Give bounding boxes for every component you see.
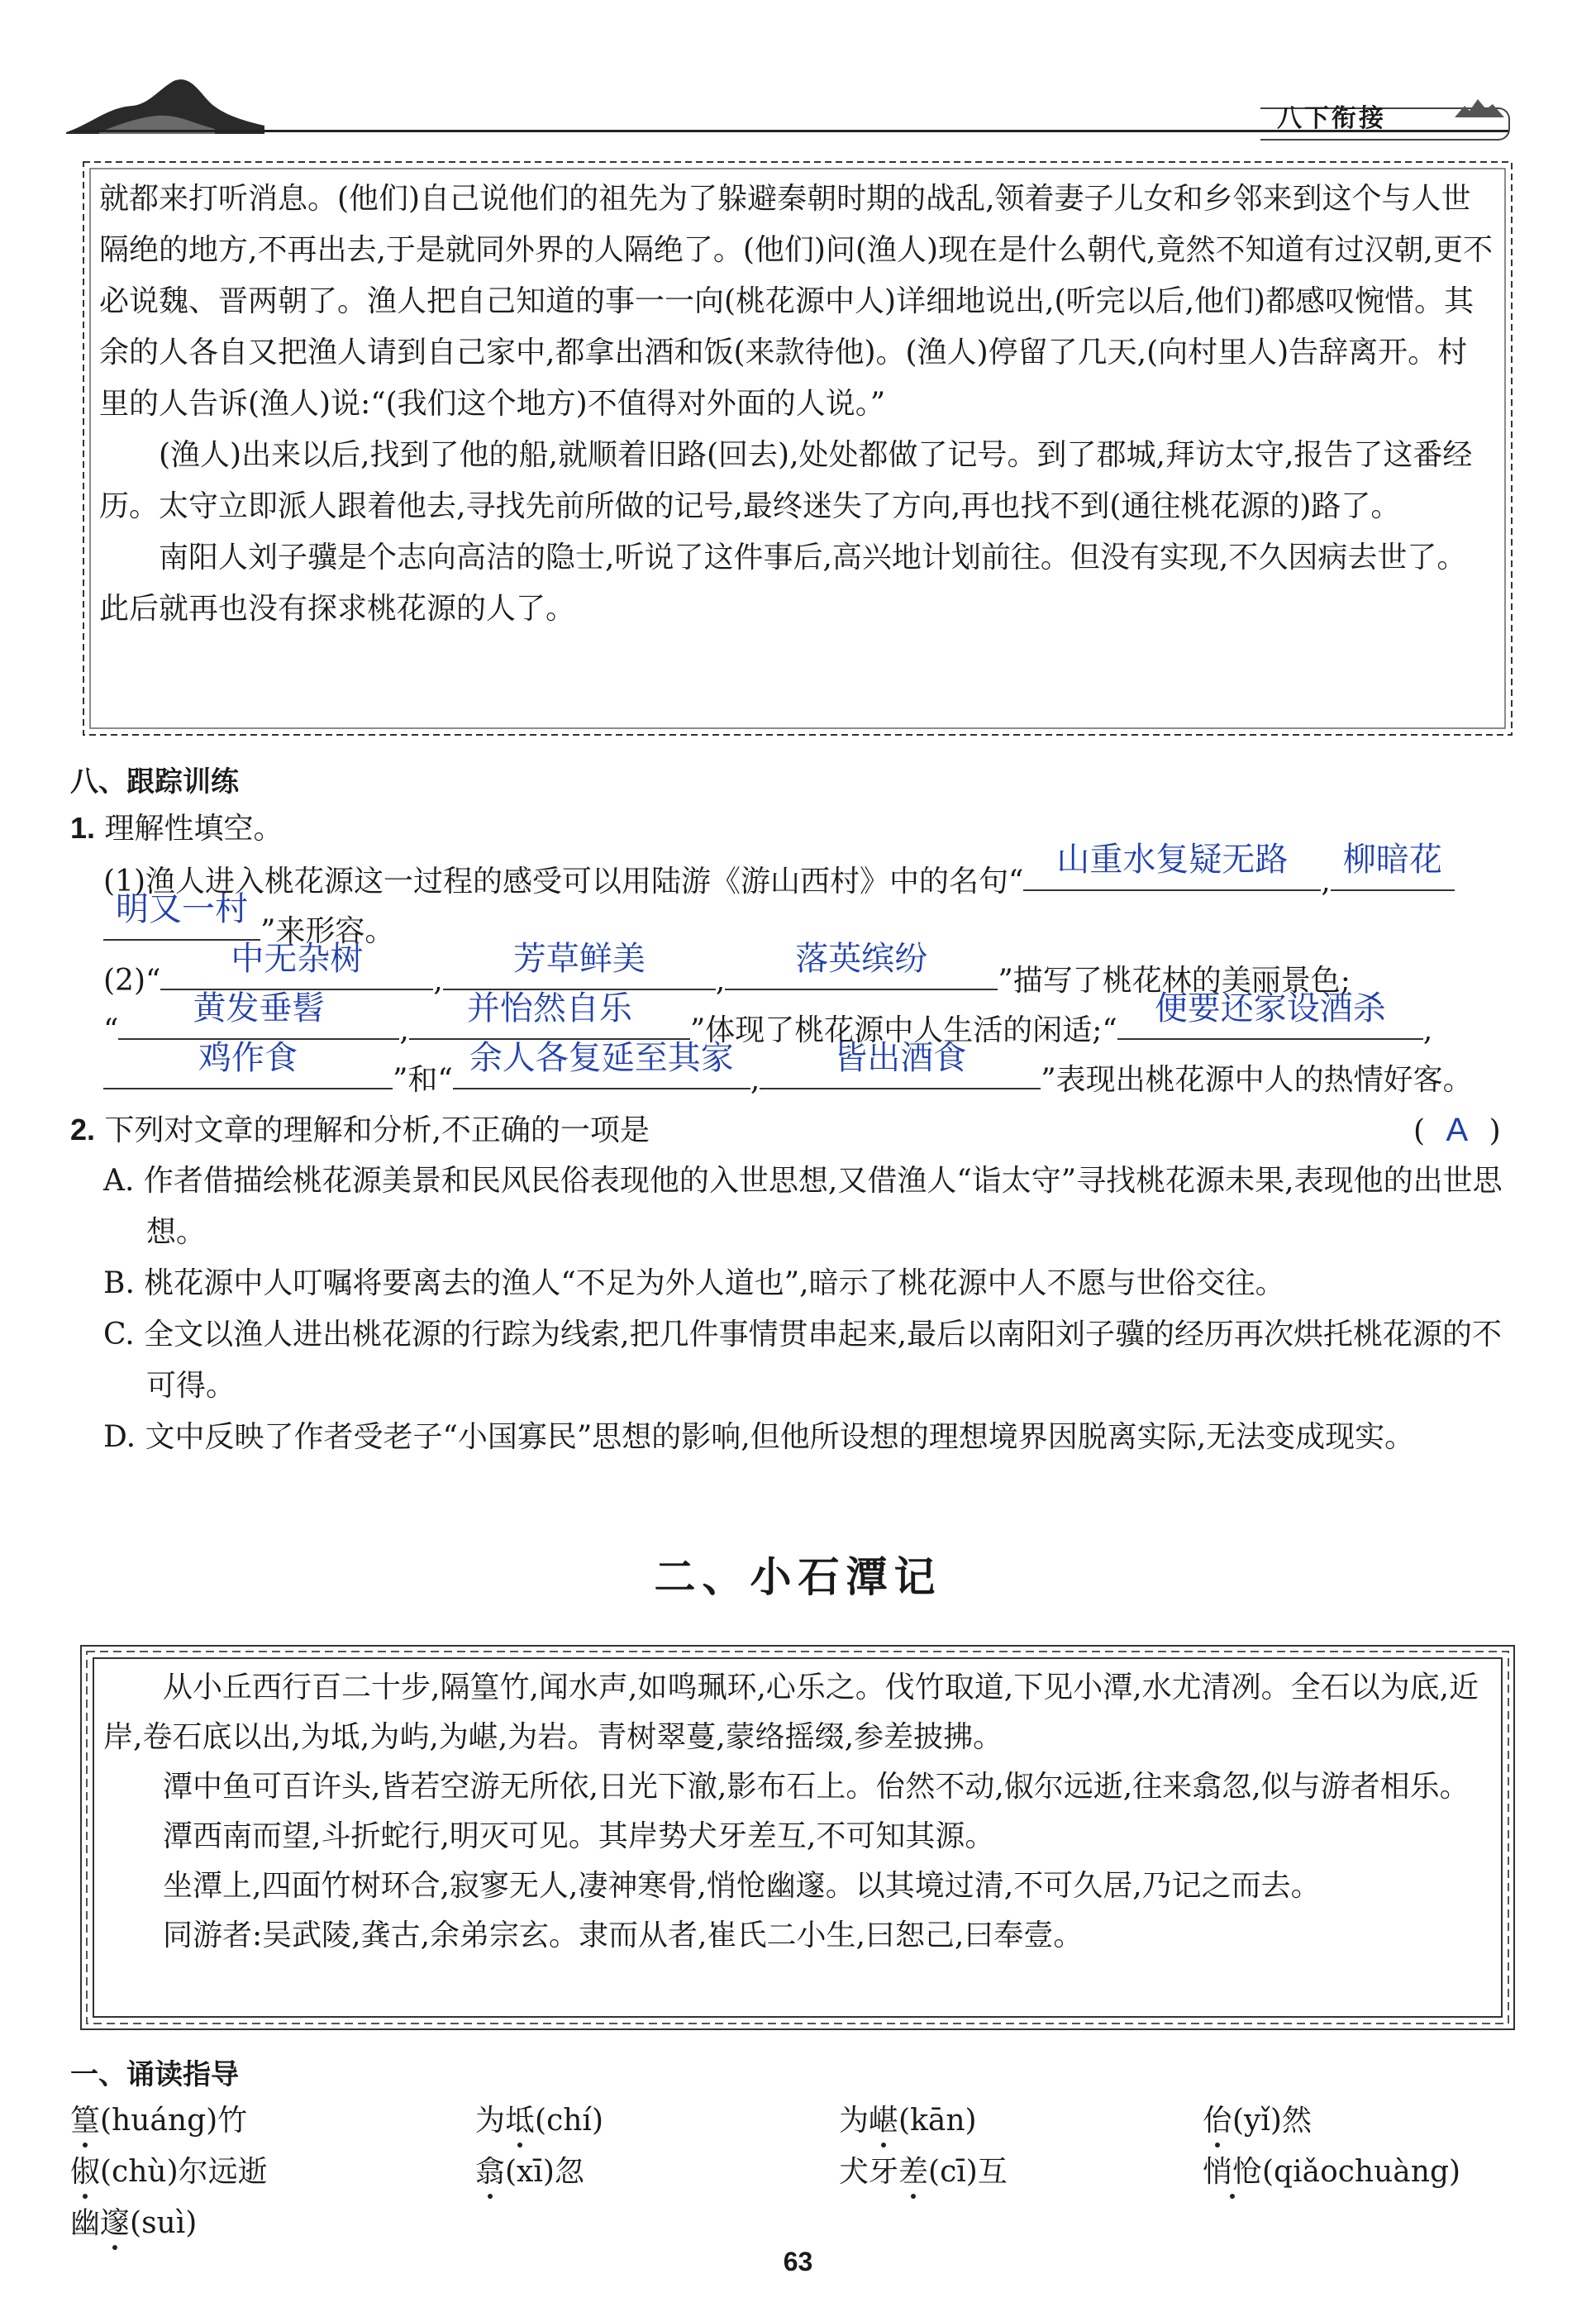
pinyin-rest: (xī)忽 [505,2155,584,2189]
pinyin-rest: (yǐ)然 [1232,2104,1312,2138]
q1-sub2-text: ”和“ [393,1063,453,1097]
q2-stem-text: 下列对文章的理解和分析,不正确的一项是 [104,1113,650,1147]
q1-title: 理解性填空。 [104,812,283,846]
lesson-title: 二、小石潭记 [654,1552,942,1601]
translation-paragraph: 就都来打听消息。(他们)自己说他们的祖先为了躲避秦朝时期的战乱,领着妻子儿女和乡邻来到这个与人世隔绝的地方,不再出去,于是就同外界的人隔绝了。(他们)问(渔人)现在是什么朝代,竟然不知道有过汉朝,更不必说魏、晋两朝了。渔人把自己知道的事一一向(桃花源中人)详细地说出,(听完以后,他们)都感叹惋惜。其余的人各自又把渔人请到自己家中,都拿出酒和饭(来款待他)。(渔人)停留了几天,(向村里人)告辞离开。村里的人告诉(渔人)说:“(我们这个地方)不值得对外面的人说。” [99,182,1493,421]
mountain-logo-icon [66,74,264,134]
dotted-char: 坻 [505,2104,536,2138]
answer-blank [1023,841,1321,891]
pinyin-item [1203,2147,1460,2198]
lesson-paragraph: 潭西南而望,斗折蛇行,明灭可见。其岸势犬牙差互,不可知其源。 [163,1819,995,1853]
lesson-paragraph: 坐潭上,四面竹树环合,寂寥无人,凄神寒骨,悄怆幽邃。以其境过清,不可久居,乃记之而去。 [163,1869,1321,1903]
pinyin-item [1203,2095,1312,2147]
q2-options [103,1156,1525,1463]
reading-guide-title: 一、诵读指导 [70,2058,239,2091]
q1-sub2-text: ”体现了桃花源中人生活的闲适;“ [689,1013,1117,1047]
punct: ) [1489,1114,1501,1148]
answer-blank [760,1040,1041,1089]
pinyin-rest: (suì) [130,2206,198,2240]
page-number: 63 [783,2247,813,2276]
q2-option-c: C. 全文以渔人进出桃花源的行踪为线索,把几件事情贯串起来,最后以南阳刘子骥的经历再次烘托桃花源的不可得。 [103,1318,1503,1403]
pinyin-rest: (chù)尔远逝 [100,2155,268,2189]
q1-number: 1. [70,811,96,845]
pinyin-rest: (huáng)竹 [100,2104,248,2138]
lesson-paragraph: 同游者:吴武陵,龚古,余弟宗玄。隶而从者,崔氏二小生,曰恕己,曰奉壹。 [163,1919,1084,1952]
lesson-paragraph: 从小丘西行百二十步,隔篁竹,闻水声,如鸣珮环,心乐之。伐竹取道,下见小潭,水尤清冽。全石以为底,近岸,卷石底以出,为坻,为屿,为嵁,为岩。青树翠蔓,蒙络摇缀,参差披拂。 [103,1671,1479,1754]
punct: , [433,964,443,998]
handwritten-answer: 明又一村 [116,891,248,927]
answer-blank [453,1040,750,1089]
handwritten-answer: 鸡作食 [198,1040,298,1076]
answer-blank [725,941,998,990]
pinyin-rest: (qiǎochuàng) [1262,2155,1461,2189]
pinyin-rest: (kān) [898,2104,977,2138]
q2-stem [70,1104,650,1157]
dotted-char: 篁 [70,2104,101,2138]
q2-number: 2. [70,1113,96,1146]
handwritten-answer: 黄发垂髫 [193,990,326,1027]
q1-sub2-line3 [103,1040,1473,1107]
dotted-char: 俶 [70,2155,101,2189]
punct: ( [1413,1114,1426,1148]
pinyin-item [475,2095,603,2147]
q1-sub2-text: ”表现出桃花源中人的热情好客。 [1041,1063,1473,1097]
q2-option-b: B. 桃花源中人叮嘱将要离去的渔人“不足为外人道也”,暗示了桃花源中人不愿与世俗交往。 [103,1266,1285,1300]
q1-sub1-suffix: ”来形容。 [260,914,395,948]
translation-paragraph: (渔人)出来以后,找到了他的船,就顺着旧路(回去),处处都做了记号。到了郡城,拜访太守,报告了这番经历。太守立即派人跟着他去,寻找先前所做的记号,最终迷失了方向,再也找不到(通往桃花源的)路了。 [99,438,1473,523]
pinyin-item [70,2198,197,2249]
punct: , [1321,865,1331,899]
exercise-section-title: 八、跟踪训练 [70,765,239,798]
dotted-char: 邃 [100,2206,131,2240]
handwritten-answer: 余人各复延至其家 [469,1040,734,1076]
dotted-char: 差 [898,2155,929,2189]
q2-answer-paren [1413,1104,1501,1158]
small-mountain-icon [1455,98,1504,117]
pinyin-item [839,2147,1008,2198]
q2-option-d: D. 文中反映了作者受老子“小国寡民”思想的影响,但他所设想的理想境界因脱离实际,无法变成现实。 [103,1420,1415,1454]
punct: , [750,1063,760,1097]
handwritten-answer: 便要还家设酒杀 [1154,990,1386,1027]
handwritten-answer: 并怡然自乐 [466,990,632,1027]
handwritten-answer: A [1446,1112,1469,1148]
handwritten-answer: 落英缤纷 [795,941,928,977]
header-section-tag: 八下衔接 [1277,104,1386,133]
q1-heading [70,802,283,856]
dotted-char: 佁 [1203,2104,1233,2138]
q2-option-a: A. 作者借描绘桃花源美景和民风民俗表现他的入世思想,又借渔人“诣太守”寻找桃花源未果,表现他的出世思想。 [103,1164,1503,1249]
pinyin-rest: (chí) [535,2104,603,2138]
pinyin-pre: 为 [475,2104,506,2138]
pinyin-pre: 犬牙 [839,2155,899,2189]
translation-box [99,174,1496,635]
lesson-paragraph: 潭中鱼可百许头,皆若空游无所依,日光下澈,影布石上。佁然不动,俶尔远逝,往来翕忽,似与游者相乐。 [163,1770,1470,1804]
pinyin-item [475,2147,584,2198]
q1-sub2-prefix: (2)“ [103,964,161,998]
q1-sub1-line1 [103,841,1455,908]
punct: “ [103,1013,119,1047]
punct: , [715,964,726,998]
q1-sub1-prefix: (1)渔人进入桃花源这一过程的感受可以用陆游《游山西村》中的名句“ [103,865,1024,899]
punct: , [399,1013,409,1047]
pinyin-rest: (cī)互 [928,2155,1008,2189]
pinyin-item [70,2095,247,2147]
q1-sub2-text: ”描写了桃花林的美丽景色; [998,964,1351,998]
handwritten-answer: 中无杂树 [231,941,364,977]
lesson-text [103,1663,1500,1961]
handwritten-answer: 山重水复疑无路 [1056,841,1289,878]
pinyin-item [70,2147,268,2198]
dotted-char: 嵁 [869,2104,899,2138]
pinyin-pre: 幽 [70,2206,101,2240]
punct: , [1422,1013,1433,1047]
answer-blank [103,1040,393,1089]
answer-blank [1331,841,1455,891]
pinyin-item [839,2095,977,2147]
pinyin-pre: 为 [839,2104,869,2138]
handwritten-answer: 皆出酒食 [834,1040,967,1076]
answer-blank [1117,990,1423,1040]
dotted-char: 翕 [475,2155,506,2189]
handwritten-answer: 柳暗花 [1342,841,1442,878]
handwritten-answer: 芳草鲜美 [512,941,646,977]
translation-paragraph: 南阳人刘子骥是个志向高洁的隐士,听说了这件事后,高兴地计划前往。但没有实现,不久因病去世了。此后就再也没有探求桃花源的人了。 [99,541,1467,626]
dotted-char: 悄怆 [1203,2155,1263,2189]
